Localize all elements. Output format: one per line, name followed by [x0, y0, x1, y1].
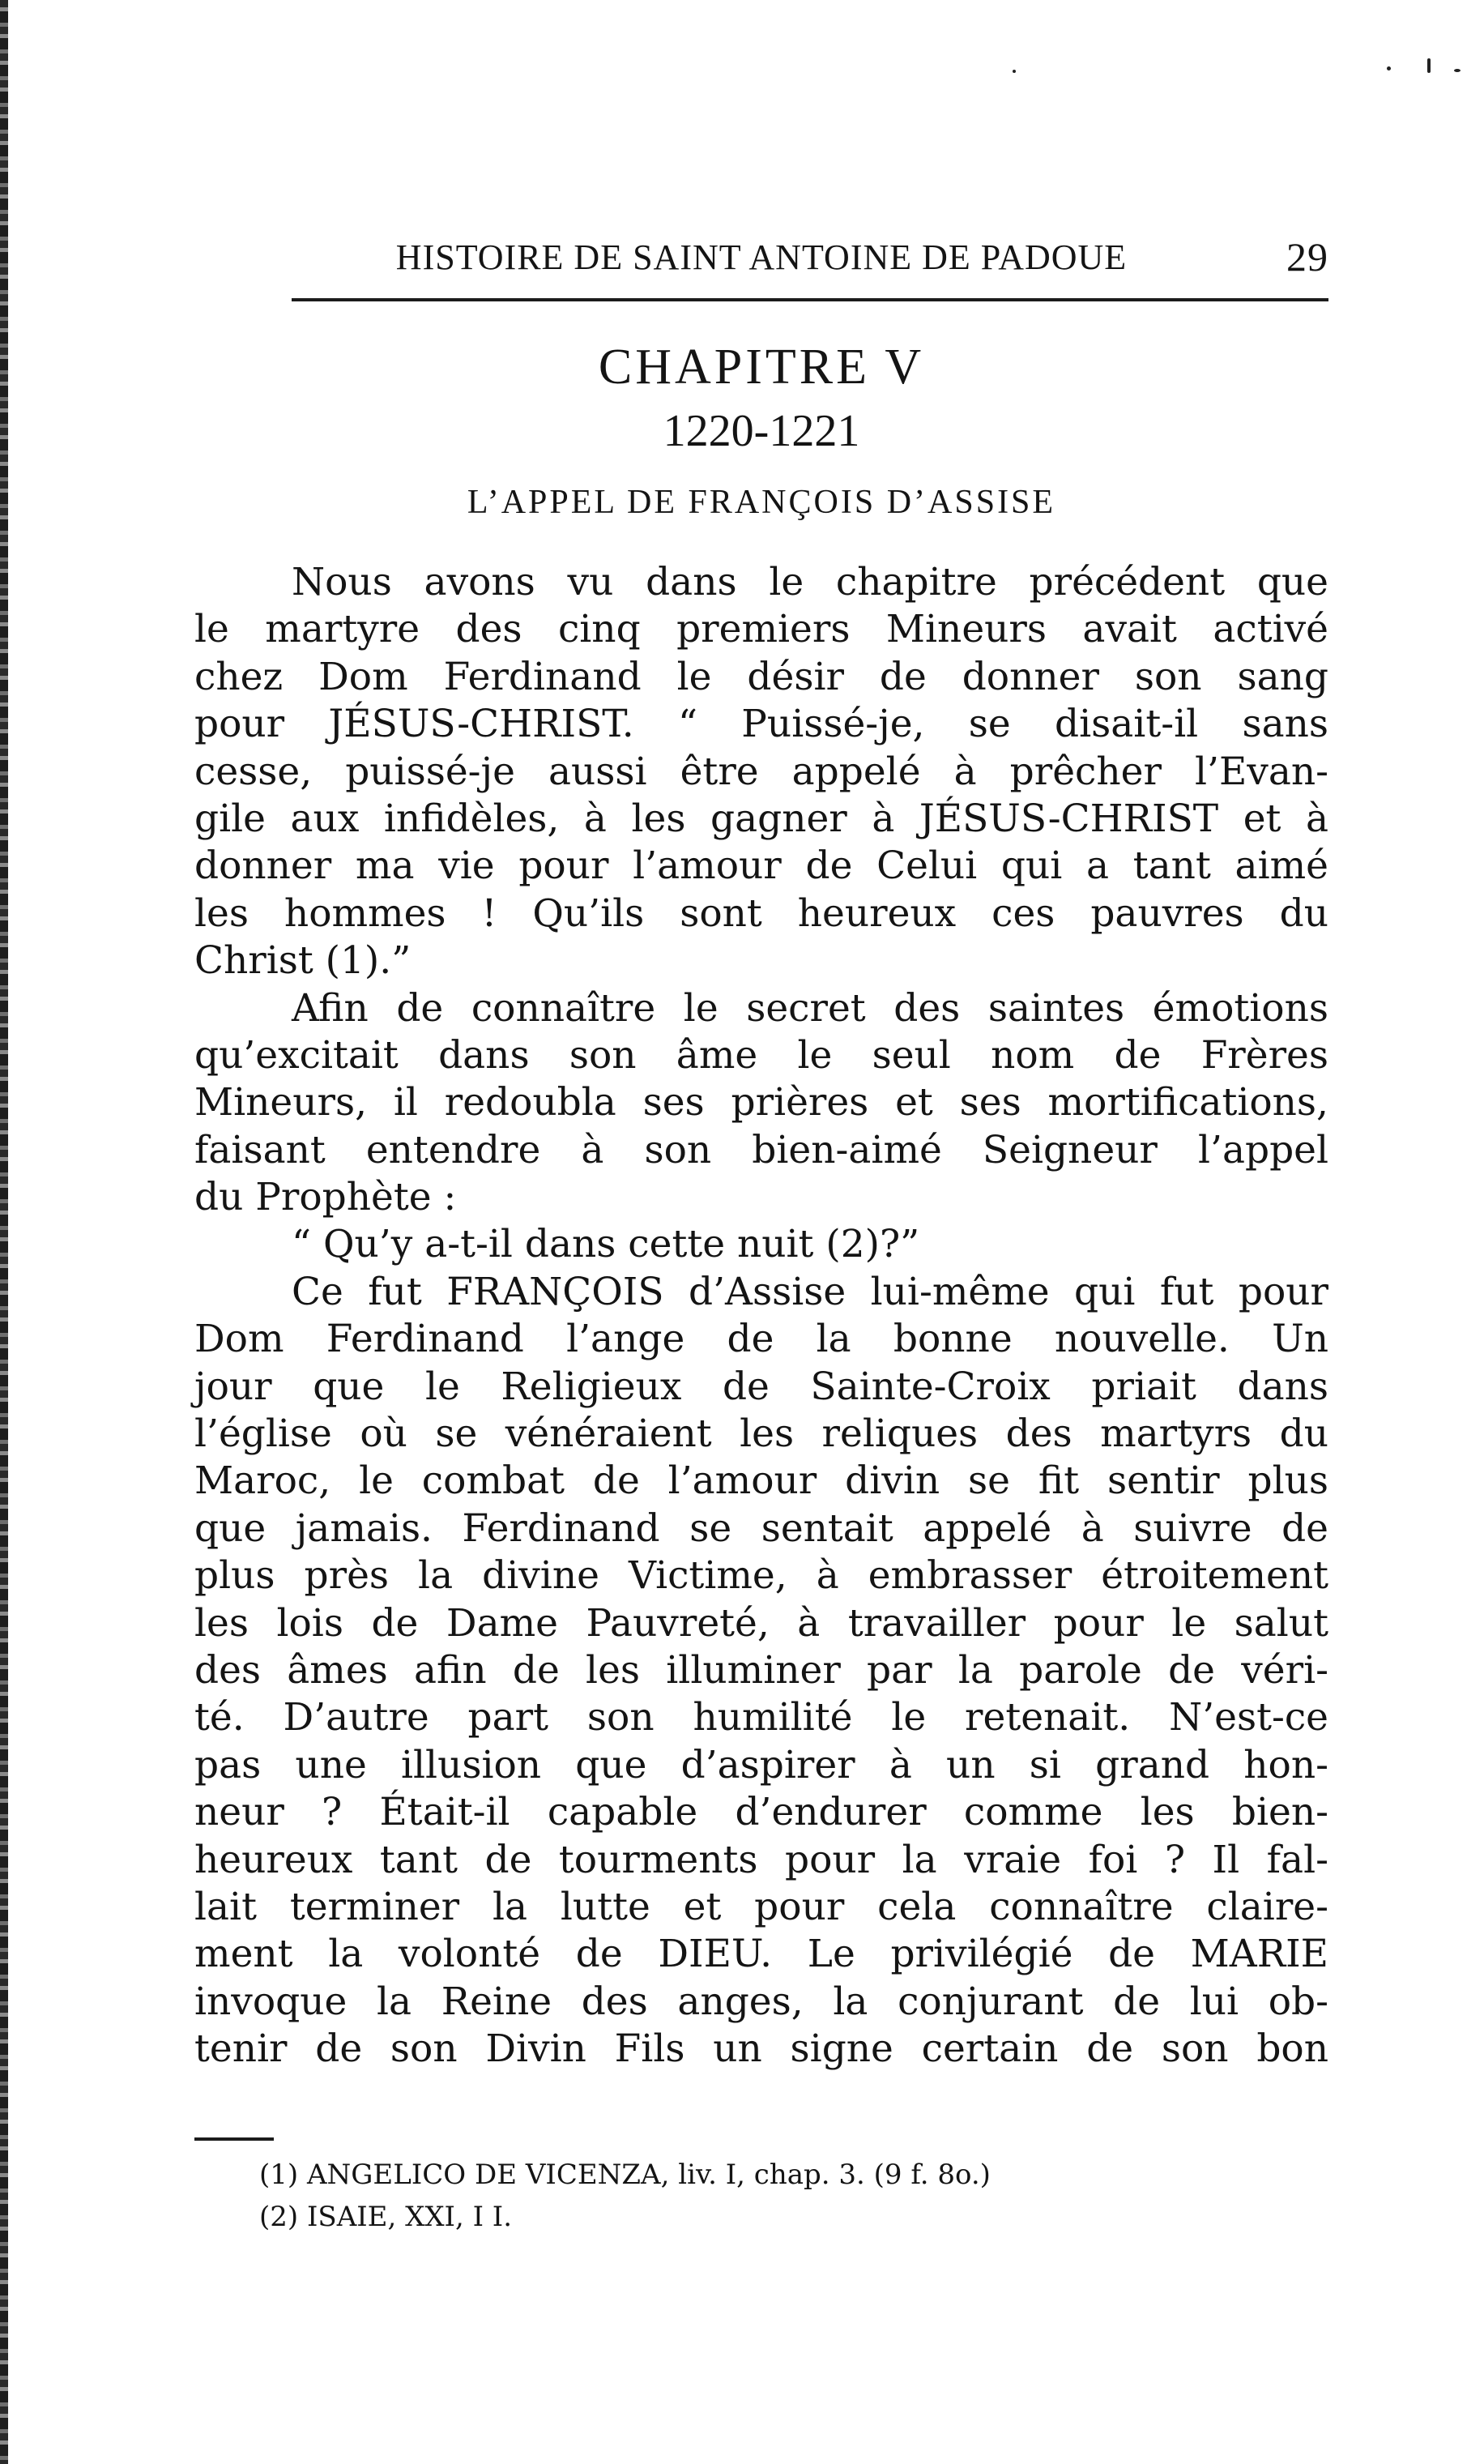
- footnote: (1) ANGELICO DE VICENZA, liv. I, chap. 3. (9 f. 8o.): [259, 2159, 991, 2191]
- text-line: les lois de Dame Pauvreté, à travailler pour le salut: [194, 1600, 1328, 1646]
- text-line: cesse, puissé-je aussi être appelé à prêcher l’Evan-: [194, 749, 1328, 794]
- text-line: plus près la divine Victime, à embrasser étroitement: [194, 1553, 1328, 1599]
- text-line: qu’excitait dans son âme le seul nom de Frères: [194, 1032, 1328, 1078]
- scan-speck: [1387, 66, 1391, 70]
- text-line: ment la volonté de DIEU. Le privilégié de MARIE: [194, 1932, 1328, 1977]
- body-text: [194, 559, 1328, 2073]
- text-line: Afin de connaître le secret des saintes émotions: [292, 985, 1328, 1031]
- text-line: “ Qu’y a-t-il dans cette nuit (2)?”: [292, 1222, 920, 1267]
- text-line: tenir de son Divin Fils un signe certain de son bon: [194, 2026, 1328, 2072]
- scan-speck: [1427, 58, 1431, 73]
- header-rule: [292, 298, 1328, 301]
- page-number: 29: [1286, 234, 1328, 280]
- text-line: pas une illusion que d’aspirer à un si grand hon-: [194, 1742, 1328, 1787]
- text-line: té. D’autre part son humilité le retenait. N’est-ce: [194, 1695, 1328, 1740]
- text-line: gile aux infidèles, à les gagner à JÉSUS-CHRIST et à: [194, 796, 1328, 841]
- text-line: lait terminer la lutte et pour cela connaître claire-: [194, 1884, 1328, 1929]
- text-line: invoque la Reine des anges, la conjurant de lui ob-: [194, 1979, 1328, 2024]
- text-line: Dom Ferdinand l’ange de la bonne nouvelle. Un: [194, 1317, 1328, 1362]
- text-line: des âmes afin de les illuminer par la parole de véri-: [194, 1647, 1328, 1693]
- text-line: le martyre des cinq premiers Mineurs avait activé: [194, 607, 1328, 652]
- text-line: Nous avons vu dans le chapitre précédent que: [292, 560, 1328, 604]
- footnotes: [259, 2154, 1312, 2238]
- scan-speck: [1013, 70, 1016, 73]
- text-line: Christ (1).”: [194, 938, 412, 984]
- text-line: chez Dom Ferdinand le désir de donner son sang: [194, 654, 1328, 699]
- text-line: pour JÉSUS-CHRIST. “ Puissé-je, se disait-il sans: [194, 702, 1328, 747]
- text-line: les hommes ! Qu’ils sont heureux ces pauvres du: [194, 890, 1328, 936]
- scan-speck: [1454, 69, 1461, 72]
- text-line: neur ? Était-il capable d’endurer comme les bien-: [194, 1790, 1328, 1835]
- running-head: [292, 230, 1328, 287]
- text-line: donner ma vie pour l’amour de Celui qui a tant aimé: [194, 843, 1328, 889]
- text-line: l’église où se vénéraient les reliques des martyrs du: [194, 1411, 1328, 1457]
- text-line: Maroc, le combat de l’amour divin se fit sentir plus: [194, 1458, 1328, 1504]
- text-line: faisant entendre à son bien-aimé Seigneur l’appel: [194, 1127, 1328, 1172]
- text-line: Mineurs, il redoubla ses prières et ses mortifications,: [194, 1080, 1328, 1125]
- footnote-rule: [194, 2137, 274, 2141]
- chapter-subtitle: L’APPEL DE FRANÇOIS D’ASSISE: [467, 484, 1056, 521]
- text-line: du Prophète :: [194, 1175, 457, 1220]
- chapter-title: CHAPITRE V: [598, 339, 925, 395]
- running-head-title: HISTOIRE DE SAINT ANTOINE DE PADOUE: [395, 237, 1128, 277]
- text-line: que jamais. Ferdinand se sentait appelé à suivre de: [194, 1505, 1328, 1551]
- footnote: (2) ISAIE, XXI, I I.: [259, 2201, 513, 2233]
- chapter-years: 1220-1221: [663, 406, 860, 456]
- text-line: heureux tant de tourments pour la vraie foi ? Il fal-: [194, 1837, 1328, 1882]
- text-line: jour que le Religieux de Sainte-Croix priait dans: [194, 1364, 1328, 1409]
- scan-left-edge: [0, 0, 8, 2464]
- text-line: Ce fut FRANÇOIS d’Assise lui-même qui fut pour: [292, 1269, 1328, 1314]
